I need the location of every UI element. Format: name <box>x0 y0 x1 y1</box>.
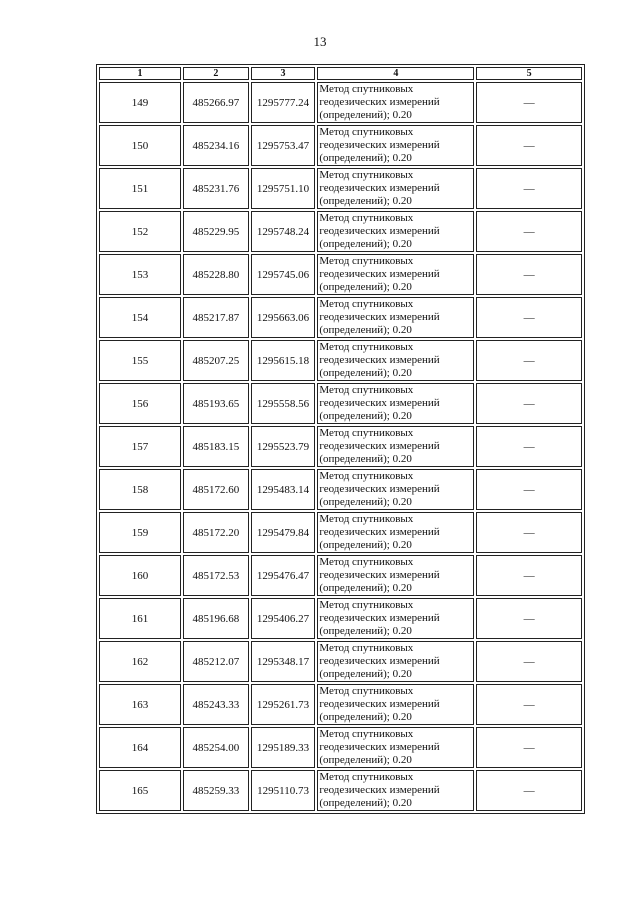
note-cell: — <box>476 168 582 209</box>
y-coordinate-cell: 1295476.47 <box>251 555 316 596</box>
y-coordinate-cell: 1295751.10 <box>251 168 316 209</box>
header-row <box>99 67 582 80</box>
method-cell: Метод спутниковых геодезических измерений (определений); 0.20 <box>317 684 474 725</box>
point-number-cell: 160 <box>99 555 181 596</box>
method-cell: Метод спутниковых геодезических измерений (определений); 0.20 <box>317 297 474 338</box>
x-coordinate-cell: 485183.15 <box>183 426 249 467</box>
y-coordinate-cell: 1295479.84 <box>251 512 316 553</box>
x-coordinate-cell: 485229.95 <box>183 211 249 252</box>
y-coordinate-cell: 1295348.17 <box>251 641 316 682</box>
y-coordinate-cell: 1295663.06 <box>251 297 316 338</box>
method-cell: Метод спутниковых геодезических измерений (определений); 0.20 <box>317 598 474 639</box>
point-number-cell: 155 <box>99 340 181 381</box>
x-coordinate-cell: 485212.07 <box>183 641 249 682</box>
table-row <box>99 340 582 381</box>
point-number-cell: 154 <box>99 297 181 338</box>
table-row <box>99 297 582 338</box>
y-coordinate-cell: 1295523.79 <box>251 426 316 467</box>
point-number-cell: 163 <box>99 684 181 725</box>
x-coordinate-cell: 485193.65 <box>183 383 249 424</box>
x-coordinate-cell: 485217.87 <box>183 297 249 338</box>
point-number-cell: 164 <box>99 727 181 768</box>
header-cell-4: 4 <box>317 67 474 80</box>
y-coordinate-cell: 1295753.47 <box>251 125 316 166</box>
table-row <box>99 383 582 424</box>
y-coordinate-cell: 1295615.18 <box>251 340 316 381</box>
note-cell: — <box>476 125 582 166</box>
point-number-cell: 156 <box>99 383 181 424</box>
point-number-cell: 153 <box>99 254 181 295</box>
y-coordinate-cell: 1295483.14 <box>251 469 316 510</box>
table-row <box>99 770 582 811</box>
point-number-cell: 157 <box>99 426 181 467</box>
table-row <box>99 641 582 682</box>
x-coordinate-cell: 485254.00 <box>183 727 249 768</box>
note-cell: — <box>476 770 582 811</box>
method-cell: Метод спутниковых геодезических измерений (определений); 0.20 <box>317 770 474 811</box>
point-number-cell: 165 <box>99 770 181 811</box>
coordinates-table <box>96 64 585 814</box>
x-coordinate-cell: 485196.68 <box>183 598 249 639</box>
method-cell: Метод спутниковых геодезических измерений (определений); 0.20 <box>317 211 474 252</box>
point-number-cell: 150 <box>99 125 181 166</box>
table-row <box>99 125 582 166</box>
x-coordinate-cell: 485207.25 <box>183 340 249 381</box>
table-body <box>99 82 582 811</box>
point-number-cell: 152 <box>99 211 181 252</box>
note-cell: — <box>476 598 582 639</box>
x-coordinate-cell: 485243.33 <box>183 684 249 725</box>
point-number-cell: 161 <box>99 598 181 639</box>
table-row <box>99 254 582 295</box>
note-cell: — <box>476 340 582 381</box>
point-number-cell: 162 <box>99 641 181 682</box>
note-cell: — <box>476 512 582 553</box>
x-coordinate-cell: 485231.76 <box>183 168 249 209</box>
method-cell: Метод спутниковых геодезических измерений (определений); 0.20 <box>317 469 474 510</box>
point-number-cell: 151 <box>99 168 181 209</box>
y-coordinate-cell: 1295110.73 <box>251 770 316 811</box>
method-cell: Метод спутниковых геодезических измерений (определений); 0.20 <box>317 82 474 123</box>
x-coordinate-cell: 485172.53 <box>183 555 249 596</box>
method-cell: Метод спутниковых геодезических измерений (определений); 0.20 <box>317 512 474 553</box>
x-coordinate-cell: 485234.16 <box>183 125 249 166</box>
x-coordinate-cell: 485172.60 <box>183 469 249 510</box>
note-cell: — <box>476 254 582 295</box>
y-coordinate-cell: 1295558.56 <box>251 383 316 424</box>
point-number-cell: 159 <box>99 512 181 553</box>
table-row <box>99 598 582 639</box>
x-coordinate-cell: 485259.33 <box>183 770 249 811</box>
table-row <box>99 555 582 596</box>
table-row <box>99 426 582 467</box>
x-coordinate-cell: 485266.97 <box>183 82 249 123</box>
y-coordinate-cell: 1295777.24 <box>251 82 316 123</box>
header-cell-1: 1 <box>99 67 181 80</box>
table-row <box>99 469 582 510</box>
header-cell-2: 2 <box>183 67 249 80</box>
note-cell: — <box>476 383 582 424</box>
method-cell: Метод спутниковых геодезических измерений (определений); 0.20 <box>317 125 474 166</box>
table-row <box>99 211 582 252</box>
y-coordinate-cell: 1295748.24 <box>251 211 316 252</box>
note-cell: — <box>476 641 582 682</box>
table-row <box>99 727 582 768</box>
note-cell: — <box>476 211 582 252</box>
y-coordinate-cell: 1295261.73 <box>251 684 316 725</box>
table-row <box>99 168 582 209</box>
note-cell: — <box>476 684 582 725</box>
point-number-cell: 149 <box>99 82 181 123</box>
point-number-cell: 158 <box>99 469 181 510</box>
header-cell-5: 5 <box>476 67 582 80</box>
note-cell: — <box>476 297 582 338</box>
y-coordinate-cell: 1295745.06 <box>251 254 316 295</box>
method-cell: Метод спутниковых геодезических измерений (определений); 0.20 <box>317 340 474 381</box>
header-cell-3: 3 <box>251 67 316 80</box>
page-number: 13 <box>313 34 327 49</box>
x-coordinate-cell: 485228.80 <box>183 254 249 295</box>
method-cell: Метод спутниковых геодезических измерений (определений); 0.20 <box>317 254 474 295</box>
method-cell: Метод спутниковых геодезических измерений (определений); 0.20 <box>317 727 474 768</box>
note-cell: — <box>476 426 582 467</box>
method-cell: Метод спутниковых геодезических измерений (определений); 0.20 <box>317 168 474 209</box>
note-cell: — <box>476 82 582 123</box>
table-row <box>99 684 582 725</box>
y-coordinate-cell: 1295189.33 <box>251 727 316 768</box>
note-cell: — <box>476 469 582 510</box>
method-cell: Метод спутниковых геодезических измерений (определений); 0.20 <box>317 641 474 682</box>
y-coordinate-cell: 1295406.27 <box>251 598 316 639</box>
method-cell: Метод спутниковых геодезических измерений (определений); 0.20 <box>317 383 474 424</box>
x-coordinate-cell: 485172.20 <box>183 512 249 553</box>
method-cell: Метод спутниковых геодезических измерений (определений); 0.20 <box>317 555 474 596</box>
note-cell: — <box>476 727 582 768</box>
method-cell: Метод спутниковых геодезических измерений (определений); 0.20 <box>317 426 474 467</box>
table-row <box>99 82 582 123</box>
note-cell: — <box>476 555 582 596</box>
table-row <box>99 512 582 553</box>
